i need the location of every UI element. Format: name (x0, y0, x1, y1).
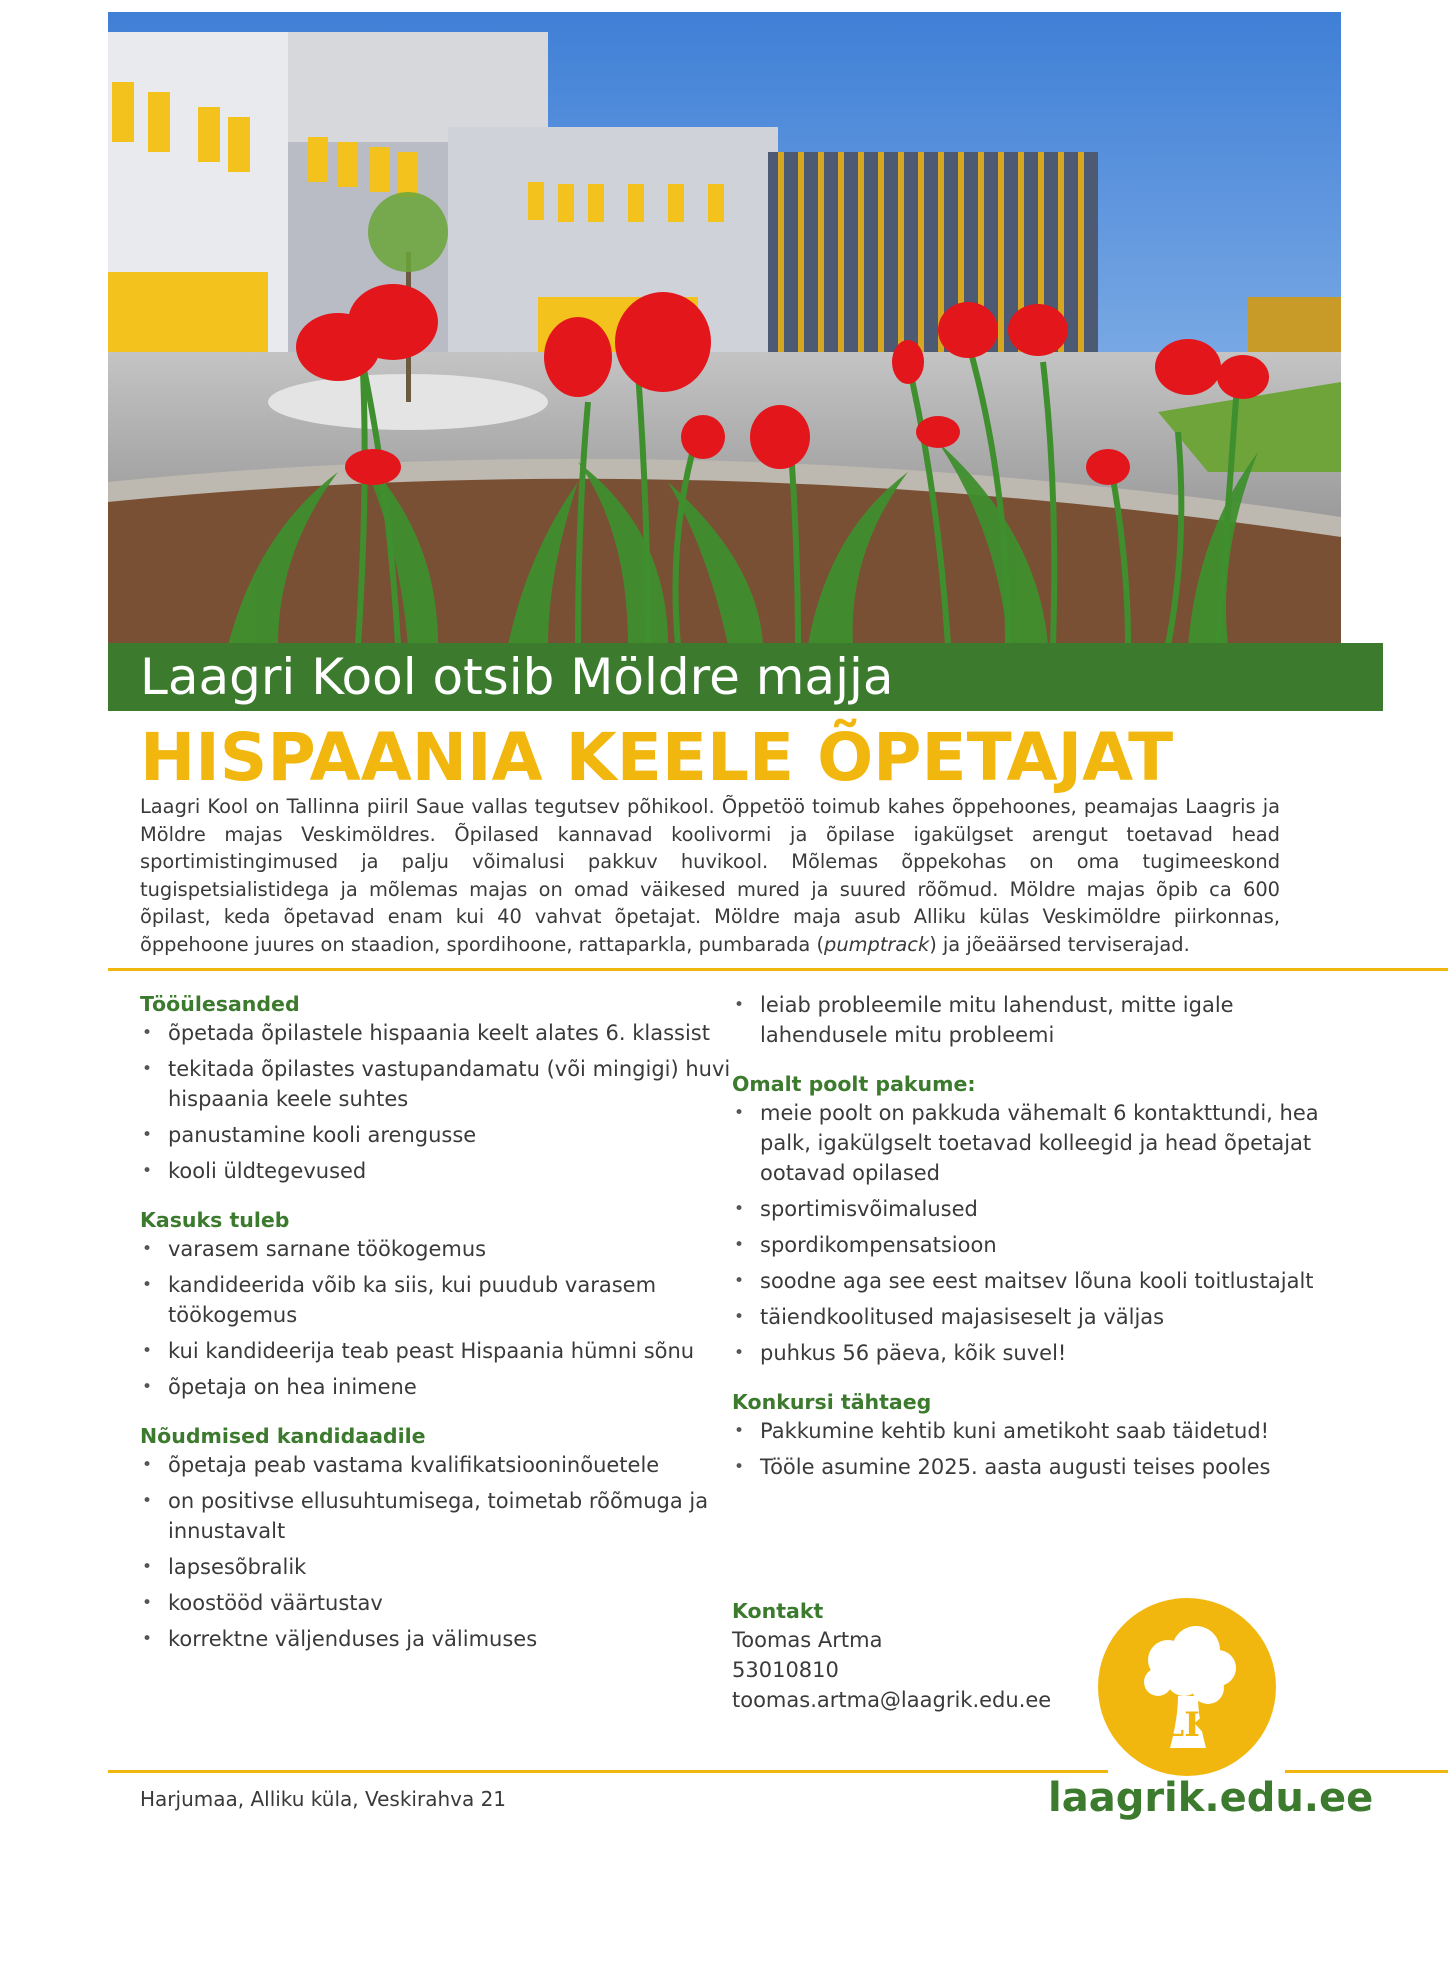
continued-list (732, 990, 1352, 1050)
list-item: • tekitada õpilastes vastupandamatu (või mingigi) huvi hispaania keele suhtes (140, 1054, 740, 1114)
section-title: Kasuks tuleb (140, 1208, 290, 1232)
list-item: • spordikompensatsioon (732, 1230, 1352, 1260)
list-item: • panustamine kooli arengusse (140, 1120, 740, 1150)
list-item: • on positivse ellusuhtumisega, toimetab rõõmuga ja innustavalt (140, 1486, 740, 1546)
list-item: • koostööd väärtustav (140, 1588, 740, 1618)
logo-lettering: LK (1160, 1705, 1214, 1745)
list-item: • õpetaja on hea inimene (140, 1372, 740, 1402)
list-item: • kooli üldtegevused (140, 1156, 740, 1186)
intro-paragraph (140, 793, 1280, 958)
list-item: • puhkus 56 päeva, kõik suvel! (732, 1338, 1352, 1368)
contact-title: Kontakt (732, 1599, 824, 1623)
address: Harjumaa, Alliku küla, Veskirahva 21 (140, 1787, 507, 1811)
list-item: • Pakkumine kehtib kuni ametikoht saab täidetud! (732, 1416, 1352, 1446)
bullet-list (140, 1450, 740, 1654)
bullet-list (732, 1098, 1352, 1368)
section-title: Tööülesanded (140, 992, 300, 1016)
left-column (140, 990, 740, 1674)
list-item: • leiab probleemile mitu lahendust, mitte igale lahendusele mitu probleemi (732, 990, 1352, 1050)
list-item: • Tööle asumine 2025. aasta augusti teises pooles (732, 1452, 1352, 1482)
intro-text-start: Laagri Kool on Tallinna piiril Saue vallas tegutsev põhikool. Õppetöö toimub kahes õppehoones, peamajas Laagris ja Möldre majas Veskimöldres. Õpilased kannavad koolivormi ja õpilase igakülgset arengut toetavad head sportimistingimused ja palju võimalusi pakkuv huvikool. Mõlemas õppekohas on oma tugimeeskond tugispetsialistidega ja mõlemas majas on omad väikesed mured ja suured rõõmud. Möldre majas õpib ca 600 õpilast, keda õpetavad enam kui 40 vahvat õpetajat. Möldre maja asub Alliku külas Veskimöldre piirkonnas, õppehoone juures on staadion, spordihoone, rattaparkla, pumbarada ( (140, 795, 1280, 956)
headline: HISPAANIA KEELE ÕPETAJAT (140, 719, 1174, 796)
list-item: • täiendkoolitused majasiseselt ja väljas (732, 1302, 1352, 1332)
intro-text-italic: pumptrack (824, 932, 930, 956)
list-item: • korrektne väljenduses ja välimuses (140, 1624, 740, 1654)
website-link[interactable]: laagrik.edu.ee (1048, 1775, 1374, 1821)
bullet-list (732, 1416, 1352, 1482)
bullet-list (140, 1234, 740, 1402)
list-item: • soodne aga see eest maitsev lõuna kooli toitlustajalt (732, 1266, 1352, 1296)
hero-photo (108, 12, 1341, 645)
intro-text-end: ) ja jõeäärsed terviserajad. (929, 932, 1190, 956)
bullet-list (140, 1018, 740, 1186)
contact-name: Toomas Artma (732, 1628, 883, 1652)
divider-top (108, 968, 1448, 971)
school-logo (1098, 1598, 1276, 1776)
list-item: • sportimisvõimalused (732, 1194, 1352, 1224)
list-item: • kui kandideerija teab peast Hispaania hümni sõnu (140, 1336, 740, 1366)
divider-bottom (108, 1770, 1108, 1773)
contact-email: toomas.artma@laagrik.edu.ee (732, 1688, 1052, 1712)
subtitle: Laagri Kool otsib Möldre majja (140, 648, 894, 706)
list-item: • varasem sarnane töökogemus (140, 1234, 740, 1264)
list-item: • õpetada õpilastele hispaania keelt alates 6. klassist (140, 1018, 740, 1048)
section-title: Omalt poolt pakume: (732, 1072, 976, 1096)
list-item: • õpetaja peab vastama kvalifikatsiooninõuetele (140, 1450, 740, 1480)
right-sections (732, 1070, 1352, 1482)
list-item: • meie poolt on pakkuda vähemalt 6 kontakttundi, hea palk, igakülgselt toetavad kolleegid ja head õpetajat ootavad opilased (732, 1098, 1352, 1188)
list-item: • lapsesõbralik (140, 1552, 740, 1582)
contact-phone: 53010810 (732, 1658, 839, 1682)
list-item: • kandideerida võib ka siis, kui puudub varasem töökogemus (140, 1270, 740, 1330)
section-title: Konkursi tähtaeg (732, 1390, 932, 1414)
section-title: Nõudmised kandidaadile (140, 1424, 426, 1448)
